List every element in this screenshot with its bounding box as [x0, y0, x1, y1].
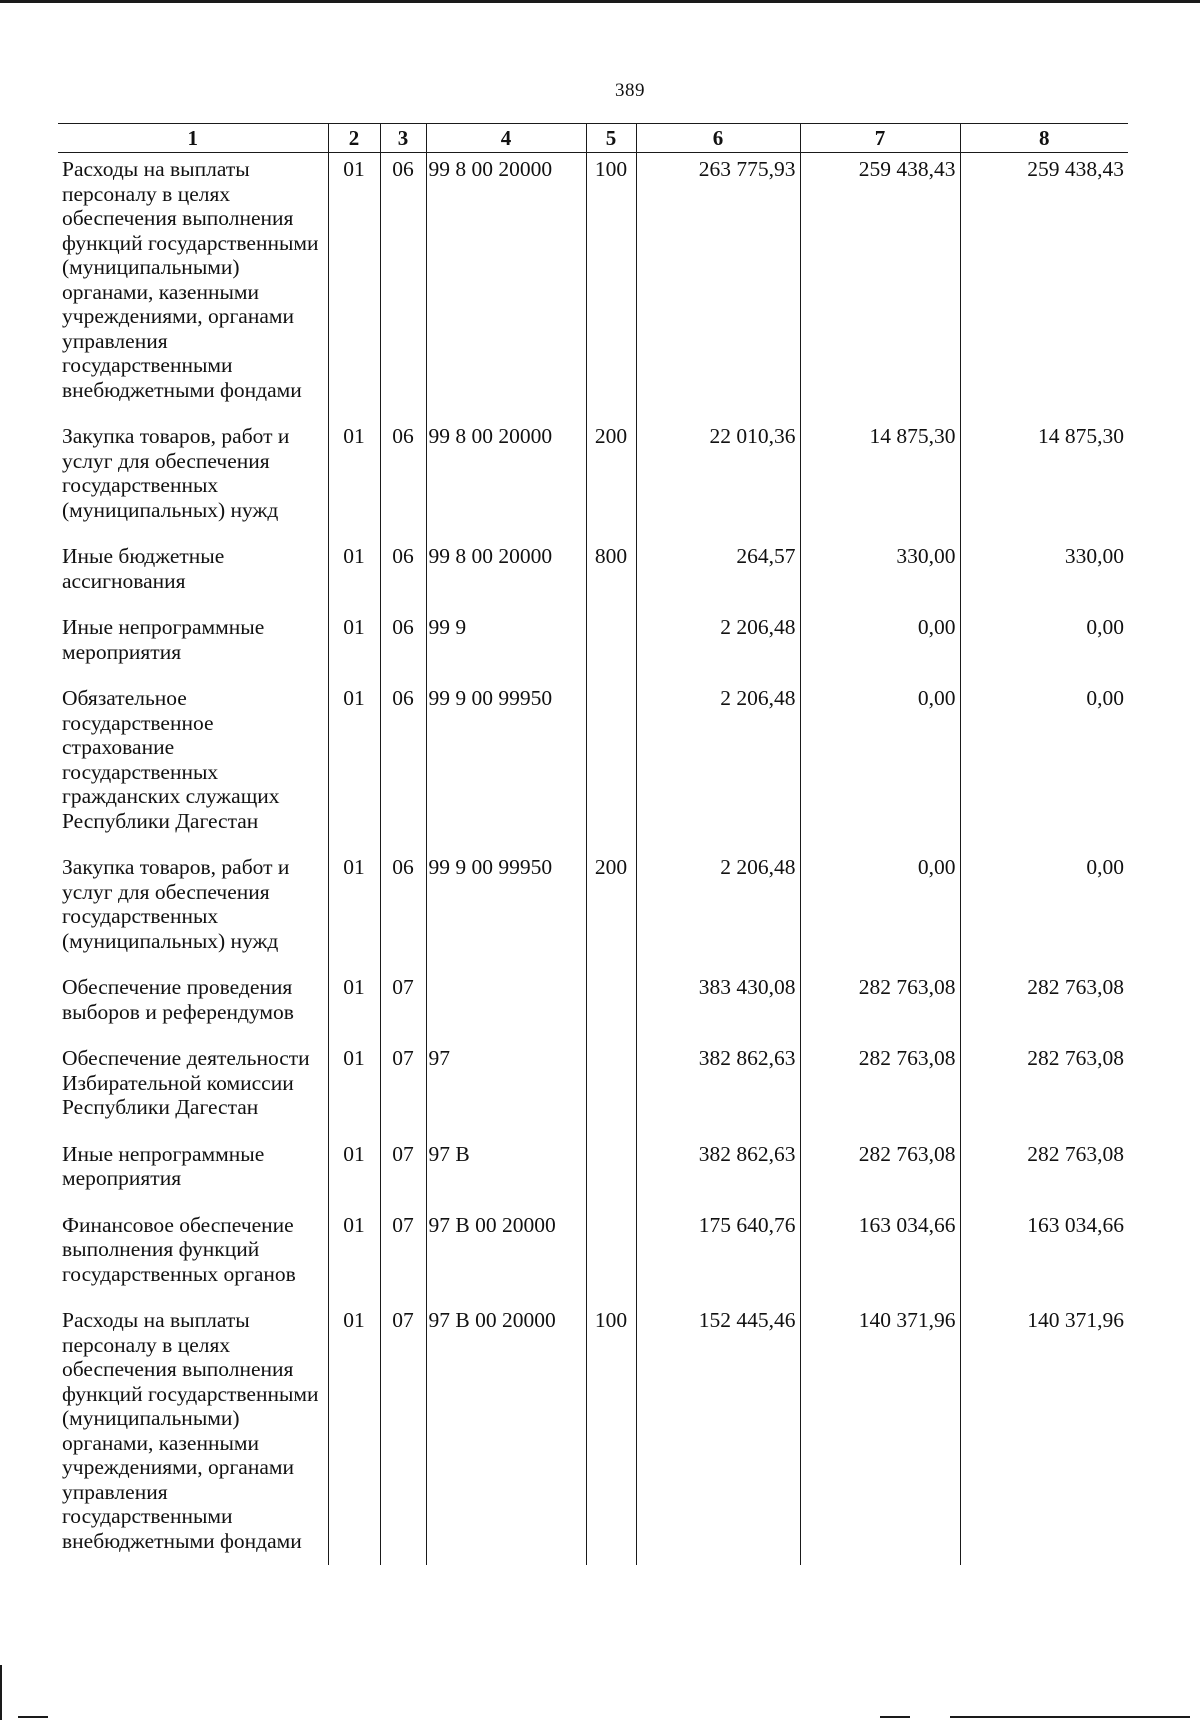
cell-amount-6: 383 430,08	[636, 965, 800, 1036]
cell-amount-7: 140 371,96	[800, 1298, 960, 1565]
cell-amount-8: 330,00	[960, 534, 1128, 605]
cell-amount-7: 14 875,30	[800, 414, 960, 534]
table-row	[58, 1203, 1128, 1299]
cell-target-article: 99 9 00 99950	[426, 845, 586, 965]
cell-amount-7: 163 034,66	[800, 1203, 960, 1299]
table-row	[58, 845, 1128, 965]
bottom-edge-mark	[18, 1716, 48, 1718]
cell-subsection: 07	[380, 1203, 426, 1299]
cell-amount-8: 140 371,96	[960, 1298, 1128, 1565]
cell-amount-6: 263 775,93	[636, 153, 800, 415]
table-row	[58, 965, 1128, 1036]
cell-subsection: 06	[380, 845, 426, 965]
cell-target-article: 99 9 00 99950	[426, 676, 586, 845]
column-header: 2	[328, 124, 380, 153]
cell-subsection: 06	[380, 534, 426, 605]
cell-section: 01	[328, 534, 380, 605]
table-row	[58, 414, 1128, 534]
row-name: Закупка товаров, работ и услуг для обеспечения государственных (муниципальных) нужд	[58, 845, 328, 965]
table-row	[58, 1132, 1128, 1203]
cell-amount-8: 282 763,08	[960, 1036, 1128, 1132]
cell-section: 01	[328, 1203, 380, 1299]
cell-amount-8: 282 763,08	[960, 1132, 1128, 1203]
cell-expense-type	[586, 1036, 636, 1132]
row-name: Закупка товаров, работ и услуг для обеспечения государственных (муниципальных) нужд	[58, 414, 328, 534]
cell-target-article	[426, 965, 586, 1036]
row-name: Обеспечение проведения выборов и референдумов	[58, 965, 328, 1036]
top-border-line	[0, 0, 1200, 3]
column-header: 5	[586, 124, 636, 153]
cell-subsection: 07	[380, 1036, 426, 1132]
row-name: Иные непрограммные мероприятия	[58, 1132, 328, 1203]
table-header	[58, 124, 1128, 153]
bottom-edge-mark	[950, 1716, 1190, 1718]
cell-amount-6: 2 206,48	[636, 605, 800, 676]
cell-amount-6: 2 206,48	[636, 676, 800, 845]
cell-amount-6: 22 010,36	[636, 414, 800, 534]
cell-amount-8: 0,00	[960, 845, 1128, 965]
cell-amount-6: 152 445,46	[636, 1298, 800, 1565]
cell-target-article: 99 8 00 20000	[426, 414, 586, 534]
table-row	[58, 676, 1128, 845]
column-header: 6	[636, 124, 800, 153]
cell-expense-type: 100	[586, 1298, 636, 1565]
cell-expense-type: 800	[586, 534, 636, 605]
cell-subsection: 06	[380, 605, 426, 676]
cell-amount-7: 330,00	[800, 534, 960, 605]
column-header: 8	[960, 124, 1128, 153]
cell-section: 01	[328, 414, 380, 534]
cell-subsection: 06	[380, 414, 426, 534]
cell-amount-7: 259 438,43	[800, 153, 960, 415]
cell-expense-type	[586, 676, 636, 845]
cell-section: 01	[328, 1132, 380, 1203]
cell-amount-6: 2 206,48	[636, 845, 800, 965]
column-header: 3	[380, 124, 426, 153]
column-header: 7	[800, 124, 960, 153]
header-row	[58, 124, 1128, 153]
column-header: 4	[426, 124, 586, 153]
table-row	[58, 153, 1128, 415]
cell-expense-type: 200	[586, 845, 636, 965]
cell-amount-7: 282 763,08	[800, 1132, 960, 1203]
row-name: Обеспечение деятельности Избирательной комиссии Республики Дагестан	[58, 1036, 328, 1132]
cell-section: 01	[328, 845, 380, 965]
page-number: 389	[615, 80, 645, 101]
cell-subsection: 06	[380, 676, 426, 845]
bottom-edge-mark	[880, 1716, 910, 1718]
cell-expense-type	[586, 605, 636, 676]
cell-amount-7: 0,00	[800, 845, 960, 965]
cell-target-article: 99 9	[426, 605, 586, 676]
cell-expense-type: 200	[586, 414, 636, 534]
cell-amount-8: 0,00	[960, 676, 1128, 845]
column-header: 1	[58, 124, 328, 153]
cell-section: 01	[328, 1298, 380, 1565]
cell-subsection: 07	[380, 1132, 426, 1203]
cell-amount-8: 259 438,43	[960, 153, 1128, 415]
cell-subsection: 06	[380, 153, 426, 415]
row-name: Расходы на выплаты персоналу в целях обеспечения выполнения функций государственными (муниципальными) органами, казенными учреждениями, органами управления государственными внебюджетными фондами	[58, 153, 328, 415]
cell-expense-type: 100	[586, 153, 636, 415]
row-name: Иные непрограммные мероприятия	[58, 605, 328, 676]
cell-amount-8: 14 875,30	[960, 414, 1128, 534]
cell-target-article: 99 8 00 20000	[426, 153, 586, 415]
cell-target-article: 99 8 00 20000	[426, 534, 586, 605]
row-name: Иные бюджетные ассигнования	[58, 534, 328, 605]
cell-amount-6: 175 640,76	[636, 1203, 800, 1299]
row-name: Обязательное государственное страхование государственных гражданских служащих Республики Дагестан	[58, 676, 328, 845]
cell-expense-type	[586, 965, 636, 1036]
cell-section: 01	[328, 153, 380, 415]
left-edge-mark	[0, 1665, 2, 1720]
cell-section: 01	[328, 605, 380, 676]
row-name: Расходы на выплаты персоналу в целях обеспечения выполнения функций государственными (муниципальными) органами, казенными учреждениями, органами управления государственными внебюджетными фондами	[58, 1298, 328, 1565]
cell-amount-8: 282 763,08	[960, 965, 1128, 1036]
table-row	[58, 534, 1128, 605]
cell-amount-6: 382 862,63	[636, 1036, 800, 1132]
cell-section: 01	[328, 676, 380, 845]
table-row	[58, 1036, 1128, 1132]
cell-expense-type	[586, 1132, 636, 1203]
cell-section: 01	[328, 965, 380, 1036]
budget-table	[58, 123, 1128, 1565]
cell-amount-8: 163 034,66	[960, 1203, 1128, 1299]
cell-subsection: 07	[380, 1298, 426, 1565]
cell-target-article: 97 В 00 20000	[426, 1203, 586, 1299]
cell-expense-type	[586, 1203, 636, 1299]
cell-target-article: 97	[426, 1036, 586, 1132]
cell-section: 01	[328, 1036, 380, 1132]
cell-amount-7: 0,00	[800, 676, 960, 845]
cell-amount-8: 0,00	[960, 605, 1128, 676]
cell-amount-7: 282 763,08	[800, 965, 960, 1036]
cell-amount-6: 382 862,63	[636, 1132, 800, 1203]
table-row	[58, 1298, 1128, 1565]
cell-amount-7: 0,00	[800, 605, 960, 676]
cell-amount-7: 282 763,08	[800, 1036, 960, 1132]
cell-target-article: 97 В	[426, 1132, 586, 1203]
cell-target-article: 97 В 00 20000	[426, 1298, 586, 1565]
table-body	[58, 153, 1128, 1566]
table-row	[58, 605, 1128, 676]
row-name: Финансовое обеспечение выполнения функций государственных органов	[58, 1203, 328, 1299]
cell-amount-6: 264,57	[636, 534, 800, 605]
cell-subsection: 07	[380, 965, 426, 1036]
